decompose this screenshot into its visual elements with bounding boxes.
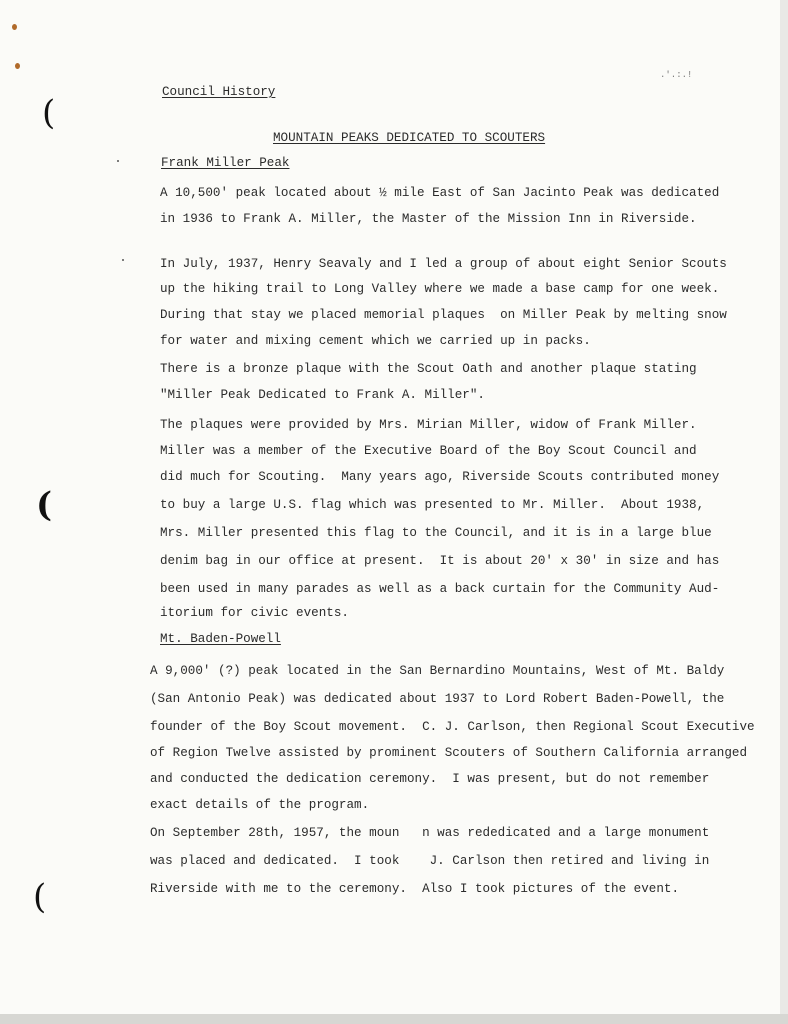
text-line: Riverside with me to the ceremony. Also I took pictures of the event. — [150, 882, 680, 896]
text-line: to buy a large U.S. flag which was presented to Mr. Miller. About 1938, — [160, 498, 705, 512]
text-line: denim bag in our office at present. It is about 20' x 30' in size and has — [160, 554, 720, 568]
text-line: founder of the Boy Scout movement. C. J. Carlson, then Regional Scout Executive — [150, 720, 755, 734]
text-line: for water and mixing cement which we carried up in packs. — [160, 334, 591, 348]
text-line: been used in many parades as well as a back curtain for the Community Aud- — [160, 582, 720, 596]
speck — [117, 160, 119, 162]
text-line: and conducted the dedication ceremony. I was present, but do not remember — [150, 772, 710, 786]
scan-bottom-edge — [0, 1014, 788, 1024]
text-line: exact details of the program. — [150, 798, 370, 812]
rust-spot — [12, 24, 17, 30]
rust-spot — [15, 63, 20, 69]
text-line: "Miller Peak Dedicated to Frank A. Miller". — [160, 388, 485, 402]
text-line: The plaques were provided by Mrs. Mirian Miller, widow of Frank Miller. — [160, 418, 697, 432]
text-line: up the hiking trail to Long Valley where we made a base camp for one week. — [160, 282, 720, 296]
corner-mark: .'.:.! — [660, 70, 693, 80]
text-line: A 9,000' (?) peak located in the San Bernardino Mountains, West of Mt. Baldy — [150, 664, 725, 678]
speck — [122, 259, 124, 261]
text-line: There is a bronze plaque with the Scout Oath and another plaque stating — [160, 362, 697, 376]
text-line: in 1936 to Frank A. Miller, the Master of the Mission Inn in Riverside. — [160, 212, 697, 226]
text-line: Miller was a member of the Executive Board of the Boy Scout Council and — [160, 444, 697, 458]
punch-hole-icon: ( — [33, 877, 47, 917]
page-title: MOUNTAIN PEAKS DEDICATED TO SCOUTERS — [273, 131, 546, 145]
section-heading: Frank Miller Peak — [161, 156, 290, 170]
punch-hole-icon: ( — [36, 485, 53, 525]
text-line: did much for Scouting. Many years ago, Riverside Scouts contributed money — [160, 470, 720, 484]
section-header: Council History — [162, 85, 276, 99]
punch-hole-icon: ( — [42, 93, 56, 133]
text-line: Mrs. Miller presented this flag to the Council, and it is in a large blue — [160, 526, 712, 540]
text-line: During that stay we placed memorial plaques on Miller Peak by melting snow — [160, 308, 727, 322]
text-line: A 10,500' peak located about ½ mile East of San Jacinto Peak was dedicated — [160, 186, 720, 200]
text-line: itorium for civic events. — [160, 606, 349, 620]
text-line: In July, 1937, Henry Seavaly and I led a group of about eight Senior Scouts — [160, 257, 727, 271]
text-line: (San Antonio Peak) was dedicated about 1937 to Lord Robert Baden-Powell, the — [150, 692, 725, 706]
text-line: was placed and dedicated. I took J. Carlson then retired and living in — [150, 854, 710, 868]
text-line: On September 28th, 1957, the moun n was rededicated and a large monument — [150, 826, 710, 840]
section-heading: Mt. Baden-Powell — [160, 632, 281, 646]
text-line: of Region Twelve assisted by prominent Scouters of Southern California arranged — [150, 746, 748, 760]
